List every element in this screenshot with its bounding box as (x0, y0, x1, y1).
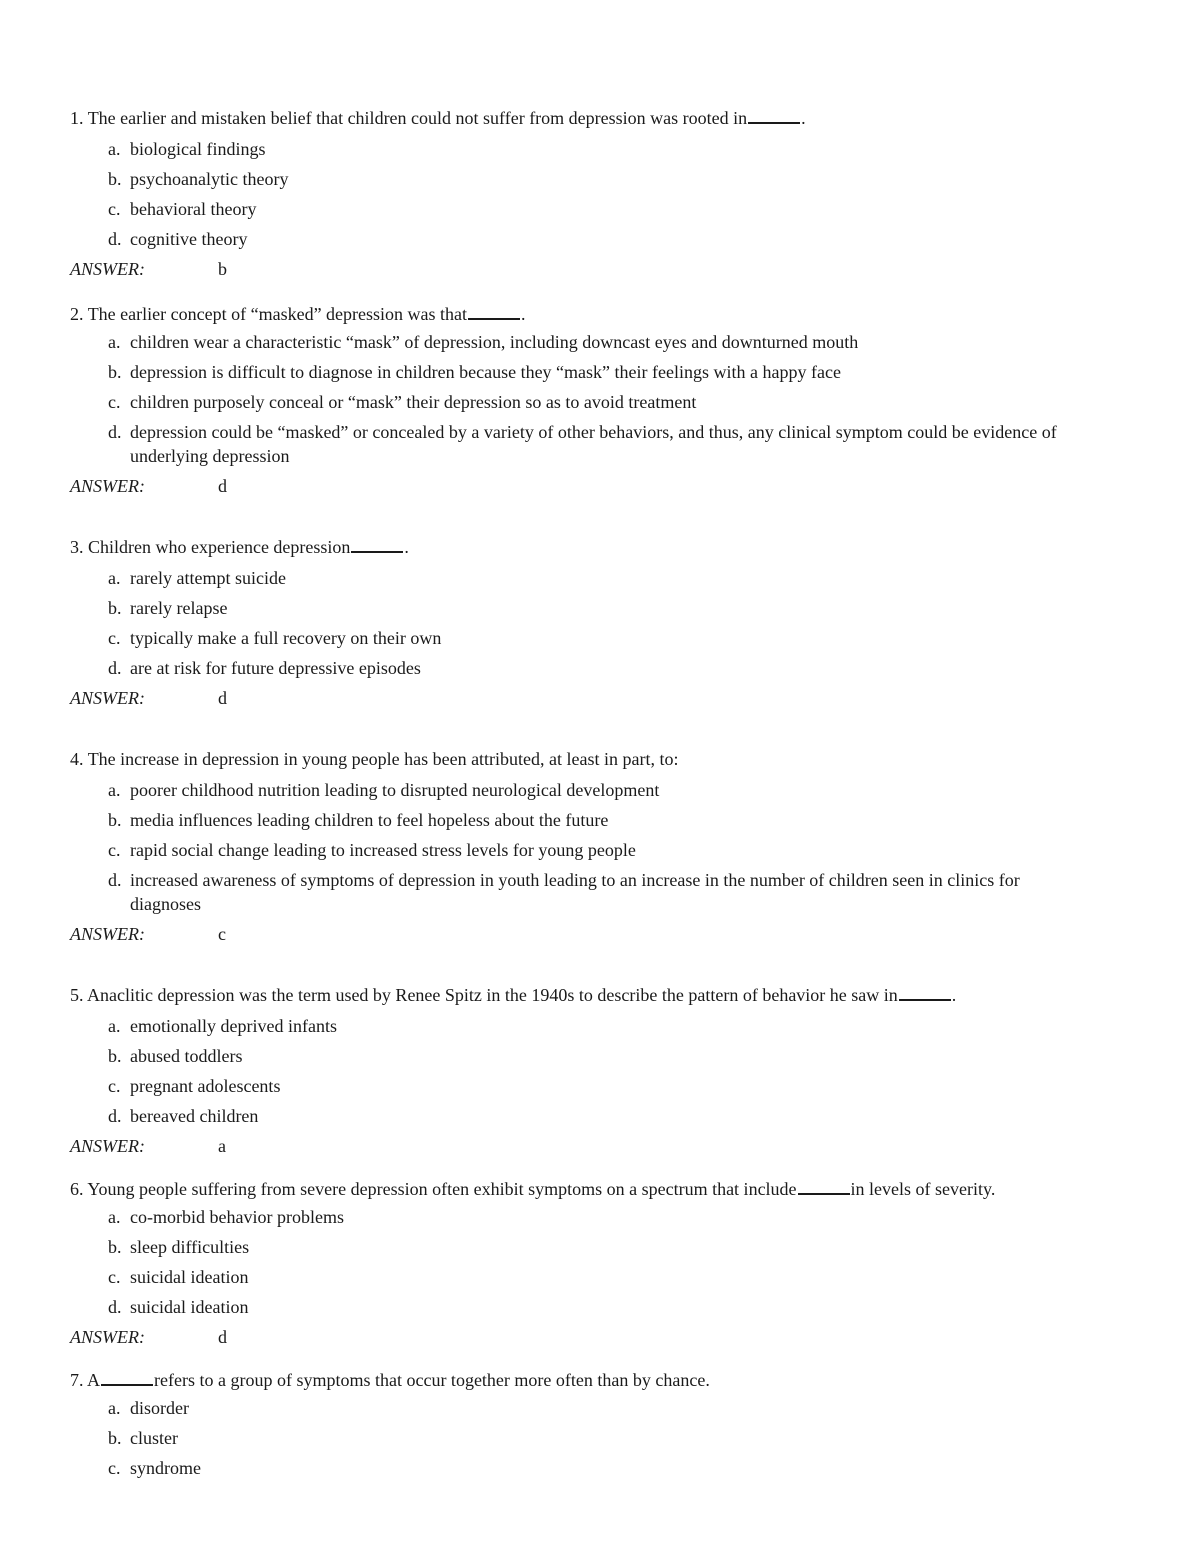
answer-blank (798, 1179, 850, 1195)
answer-row (70, 1134, 1150, 1158)
question-stem: 7. A refers to a group of symptoms that occur together more often than by chance. (70, 1370, 710, 1390)
question-stem: 6. Young people suffering from severe depression often exhibit symptoms on a spectrum that include in levels of severity. (70, 1179, 996, 1199)
option-c: c. syndrome (108, 1458, 201, 1478)
option-d: d. increased awareness of symptoms of depression in youth leading to an increase in the number of children seen in clinics for diagnoses (108, 870, 1020, 914)
option-c: c. pregnant adolescents (108, 1076, 281, 1096)
option-b: b. media influences leading children to feel hopeless about the future (108, 810, 609, 830)
option-a: a. rarely attempt suicide (108, 568, 286, 588)
question-stem: 4. The increase in depression in young people has been attributed, at least in part, to: (70, 749, 679, 769)
option-list (70, 778, 1150, 916)
option-list (70, 330, 1150, 468)
answer-value: d (218, 688, 227, 708)
answer-value: d (218, 476, 227, 496)
question-1 (70, 106, 1150, 281)
option-b: b. sleep difficulties (108, 1237, 250, 1257)
question-stem: 5. Anaclitic depression was the term used by Renee Spitz in the 1940s to describe the pattern of behavior he saw in . (70, 985, 957, 1005)
option-c: c. suicidal ideation (108, 1267, 249, 1287)
option-c: c. children purposely conceal or “mask” their depression so as to avoid treatment (108, 392, 697, 412)
option-d: d. depression could be “masked” or concealed by a variety of other behaviors, and thus, any clinical symptom could be evidence of underlying depression (108, 422, 1057, 466)
answer-value: c (218, 924, 226, 944)
answer-label: ANSWER: (70, 476, 145, 496)
question-7 (70, 1368, 1150, 1480)
option-d: d. bereaved children (108, 1106, 259, 1126)
answer-row (70, 257, 1150, 281)
option-a: a. poorer childhood nutrition leading to disrupted neurological development (108, 780, 660, 800)
answer-blank (748, 108, 800, 124)
option-a: a. co-morbid behavior problems (108, 1207, 344, 1227)
option-a: a. disorder (108, 1398, 189, 1418)
answer-blank (351, 537, 403, 553)
answer-row (70, 922, 1150, 946)
option-list (70, 1014, 1150, 1128)
answer-value: a (218, 1136, 226, 1156)
question-3 (70, 535, 1150, 710)
option-b: b. abused toddlers (108, 1046, 243, 1066)
question-stem: 3. Children who experience depression . (70, 537, 409, 557)
answer-blank (899, 985, 951, 1001)
option-list (70, 1396, 1150, 1480)
question-6 (70, 1177, 1150, 1349)
answer-label: ANSWER: (70, 1136, 145, 1156)
question-number: 1. (70, 108, 84, 128)
option-d: d. are at risk for future depressive episodes (108, 658, 421, 678)
question-stem: 1. The earlier and mistaken belief that children could not suffer from depression was rooted in . (70, 108, 806, 128)
option-a: a. biological findings (108, 139, 266, 159)
question-5 (70, 983, 1150, 1158)
question-2 (70, 302, 1150, 498)
answer-label: ANSWER: (70, 259, 145, 279)
option-list (70, 1205, 1150, 1319)
question-number: 6. (70, 1179, 84, 1199)
option-b: b. depression is difficult to diagnose in children because they “mask” their feelings with a happy face (108, 362, 841, 382)
option-c: c. behavioral theory (108, 199, 257, 219)
question-number: 5. (70, 985, 84, 1005)
option-c: c. typically make a full recovery on their own (108, 628, 442, 648)
option-b: b. cluster (108, 1428, 178, 1448)
option-a: a. children wear a characteristic “mask” of depression, including downcast eyes and downturned mouth (108, 332, 859, 352)
answer-row (70, 1325, 1150, 1349)
answer-label: ANSWER: (70, 1327, 145, 1347)
answer-value: d (218, 1327, 227, 1347)
answer-row (70, 474, 1150, 498)
question-number: 3. (70, 537, 84, 557)
question-number: 4. (70, 749, 84, 769)
question-stem: 2. The earlier concept of “masked” depression was that . (70, 304, 526, 324)
option-b: b. rarely relapse (108, 598, 228, 618)
option-c: c. rapid social change leading to increased stress levels for young people (108, 840, 636, 860)
answer-label: ANSWER: (70, 688, 145, 708)
question-number: 2. (70, 304, 84, 324)
quiz-page (70, 106, 1150, 1480)
answer-row (70, 686, 1150, 710)
answer-blank (468, 304, 520, 320)
question-number: 7. (70, 1370, 84, 1390)
option-d: d. cognitive theory (108, 229, 248, 249)
option-d: d. suicidal ideation (108, 1297, 249, 1317)
answer-blank (101, 1370, 153, 1386)
option-a: a. emotionally deprived infants (108, 1016, 337, 1036)
option-list (70, 137, 1150, 251)
answer-label: ANSWER: (70, 924, 145, 944)
question-4 (70, 747, 1150, 946)
option-b: b. psychoanalytic theory (108, 169, 289, 189)
option-list (70, 566, 1150, 680)
answer-value: b (218, 259, 227, 279)
